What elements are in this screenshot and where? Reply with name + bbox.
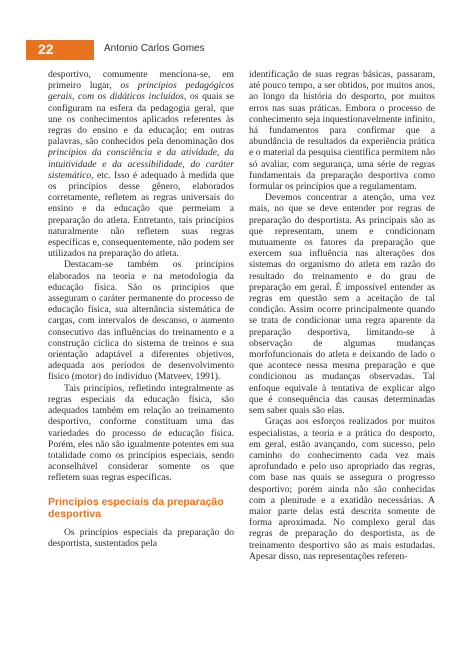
- emphasis-text: princípios da consciência e da atividade, da intuitividade e da acessibilidade, do caráter sistemático: [48, 147, 234, 181]
- running-head-author: Antonio Carlos Gomes: [104, 43, 205, 54]
- paragraph: Graças aos esforços realizados por muitos especialistas, a teoria e a prática do desporto, em geral, estão avançando, com sucesso, pelo caminho do conhecimento cada vez mais aprofundado e pelo uso apropriado das regras, com base nas quais se assegura o progresso desportivo; porém ainda não são conhecidas com a plenitude e a exatidão necessárias. A maior parte delas está descrita somente de forma aproximada. No complexo geral das regras de preparação do desportista, as de treinamento desportivo são as mais estudadas. Apesar disso, nas representações referen-: [249, 416, 435, 562]
- page-number-box: [26, 40, 94, 60]
- paragraph: identificação de suas regras básicas, passaram, até pouco tempo, a ser obtidos, por muitos anos, ao longo da história do desporto, por muitos erros nas suas práticas. Embora o processo de conhecimento seja inquestionavelmente infinito, há fundamentos para confirmar que a abundância de resultados da experiência prática e o material da pesquisa científica permitem não só avaliar, com segurança, uma série de regras fundamentais da preparação desportiva como formular os princípios que a regulamentam.: [249, 69, 435, 193]
- left-column: [48, 69, 234, 549]
- emphasis-text: os princípios pedagógicos gerais, com os didáticos incluídos: [48, 80, 235, 103]
- paragraph: Tais princípios, refletindo integralmente as regras especiais da educação física, são adequados também em relação ao treinamento desportivo, conforme constituam uma das variedades do processo de educação física. Porém, eles não são igualmente potentes em sua totalidade como os princípios especiais, sendo aconselhável considerar somente os que refletem suas regras específicas.: [48, 382, 234, 484]
- paragraph: Os princípios especiais da preparação do desportista, sustentados pela: [48, 526, 234, 549]
- right-column: [249, 69, 435, 562]
- paragraph: Devemos concentrar a atenção, uma vez mais, no que se deve entender por regras de preparação do desportista. As principais são as que representam, unem e condicionam mutuamente os fatores da preparação que exercem sua influência nas alterações dos sistemas do organismo do atleta em razão do resultado do treinamento e do grau de preparação em geral. É impossível entender as regras em questão sem a aceitação de tal condição. Assim ocorre principalmente quando se trata de condicionar uma regra aparente da preparação desportiva, limitando-se à observação de algumas mudanças morfofuncionais do atleta e deixando de lado o que acontece nessa mesma preparação e que condicionou as mudanças observadas. Tal enfoque equivale à tentativa de explicar algo que é consequência das causas determinadas sem saber quais são elas.: [249, 192, 435, 417]
- paragraph: Destacam-se também os princípios elaborados na teoria e na metodologia da educação física. São os princípios que asseguram o caráter permanente do processo de educação física, sua alternância sistemática de cargas, com intervalos de descanso, o aumento consecutivo das influências do treinamento e a construção cíclica do sistema de treinos e sua orientação adaptável a diferentes objetivos, adequada aos períodos de desenvolvimento físico (motor) do indivíduo (Matveev, 1991).: [48, 259, 234, 383]
- page-number: 22: [38, 41, 54, 57]
- page-header: [0, 40, 462, 60]
- section-heading: Princípios especiais da preparação desportiva: [48, 495, 224, 521]
- paragraph: desportivo, comumente menciona-se, em primeiro lugar, os princípios pedagógicos gerais, com os didáticos incluídos, os quais se configuram na esfera da pedagogia geral, que une os conhecimentos aplicados referentes às regras do ensino e da educação; em outras palavras, são conhecidos pela denominação dos princípios da consciência e da atividade, da intuitividade e da acessibilidade, do caráter sistemático, etc. Isso é adequado à medida que os princípios desse gênero, elaborados corretamente, refletem as regras universais do ensino e da educação que permeiam a preparação do atleta. Entretanto, tais princípios naturalmente não refletem suas regras específicas e, consequentemente, não podem ser utilizados na preparação do atleta.: [48, 69, 235, 260]
